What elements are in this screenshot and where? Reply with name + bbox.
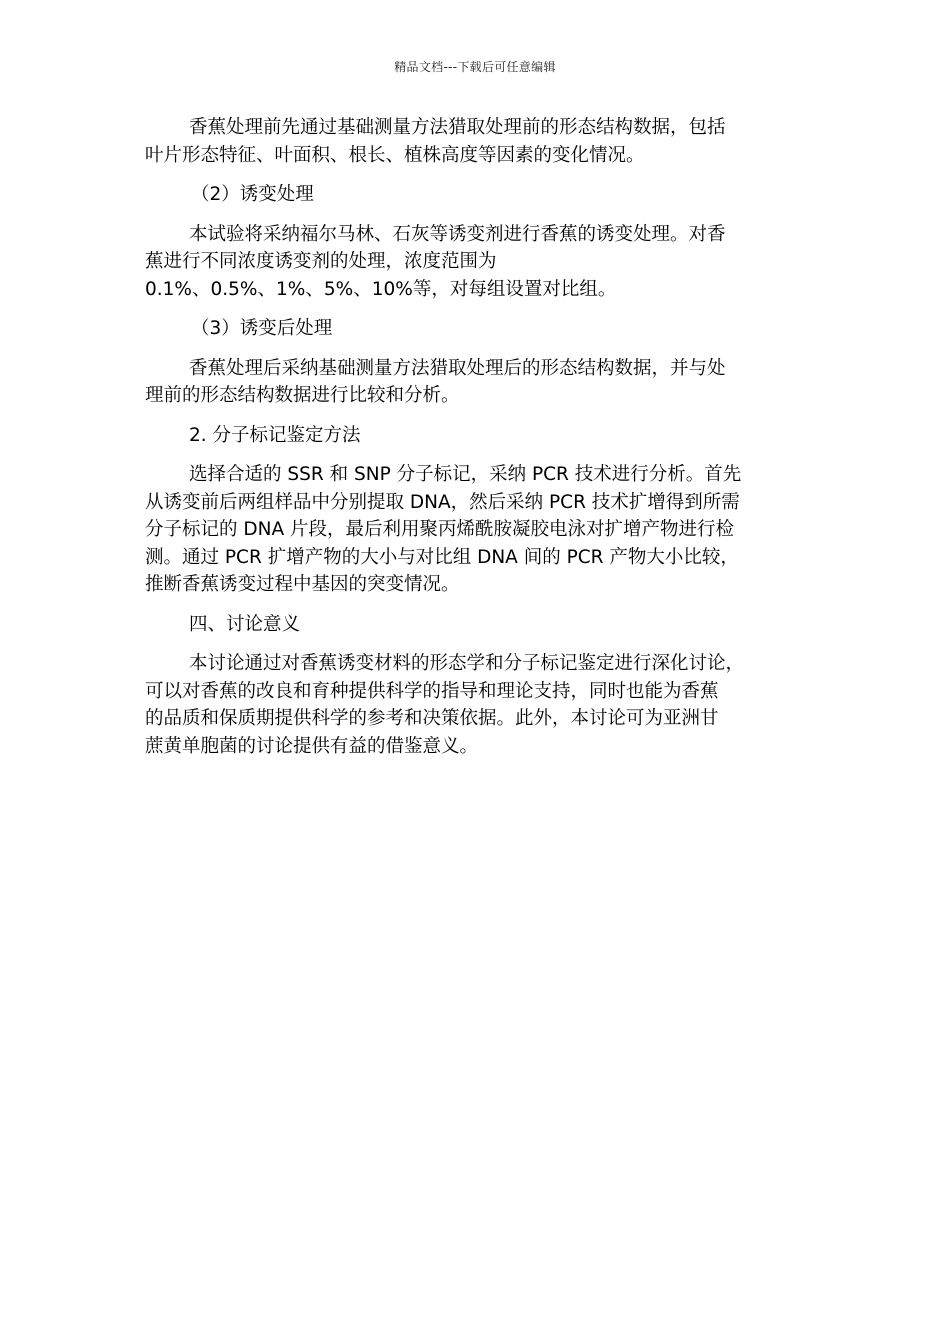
heading-molecular-markers: 2. 分子标记鉴定方法 (189, 424, 361, 446)
paragraph-line: 选择合适的 SSR 和 SNP 分子标记，采纳 PCR 技术进行分析。首先 (189, 464, 742, 485)
paragraph-pre-treatment (145, 114, 807, 169)
paragraph-post-treatment (145, 355, 807, 410)
paragraph-line: 叶片形态特征、叶面积、根长、植株高度等因素的变化情况。 (145, 144, 645, 166)
heading-post-mutagenesis: （3）诱变后处理 (191, 318, 333, 339)
paragraph-mutagenesis (145, 221, 807, 304)
paragraph-line: 从诱变前后两组样品中分别提取 DNA，然后采纳 PCR 技术扩增得到所需 (145, 491, 740, 513)
paragraph-line: 可以对香蕉的改良和育种提供科学的指导和理论支持，同时也能为香蕉 (145, 680, 719, 702)
paragraph-line: 蕉进行不同浓度诱变剂的处理，浓度范围为 (145, 251, 497, 272)
page-header-note: 精品文档---下载后可任意编辑 (394, 60, 556, 74)
heading-discussion-significance: 四、讨论意义 (189, 613, 301, 635)
paragraph-line: 本讨论通过对香蕉诱变材料的形态学和分子标记鉴定进行深化讨论， (189, 653, 745, 674)
paragraph-line: 测。通过 PCR 扩增产物的大小与对比组 DNA 间的 PCR 产物大小比较， (145, 546, 739, 568)
paragraph-line: 0.1%、0.5%、1%、5%、10%等，对每组设置对比组。 (145, 278, 617, 300)
document-body (145, 114, 807, 772)
paragraph-line: 蔗黄单胞菌的讨论提供有益的借鉴意义。 (145, 735, 479, 757)
paragraph-molecular-markers (145, 461, 807, 599)
paragraph-line: 理前的形态结构数据进行比较和分析。 (145, 385, 460, 406)
paragraph-line: 的品质和保质期提供科学的参考和决策依据。此外，本讨论可为亚洲甘 (145, 708, 719, 729)
paragraph-line: 本试验将采纳福尔马林、石灰等诱变剂进行香蕉的诱变处理。对香 (189, 223, 726, 245)
paragraph-line: 推断香蕉诱变过程中基因的突变情况。 (145, 574, 460, 595)
heading-mutagenesis: （2）诱变处理 (191, 184, 314, 205)
paragraph-line: 香蕉处理前先通过基础测量方法猎取处理前的形态结构数据，包括 (189, 117, 726, 138)
paragraph-line: 分子标记的 DNA 片段，最后利用聚丙烯酰胺凝胶电泳对扩增产物进行检 (145, 519, 735, 540)
paragraph-discussion-significance (145, 650, 807, 760)
paragraph-line: 香蕉处理后采纳基础测量方法猎取处理后的形态结构数据，并与处 (189, 357, 726, 379)
